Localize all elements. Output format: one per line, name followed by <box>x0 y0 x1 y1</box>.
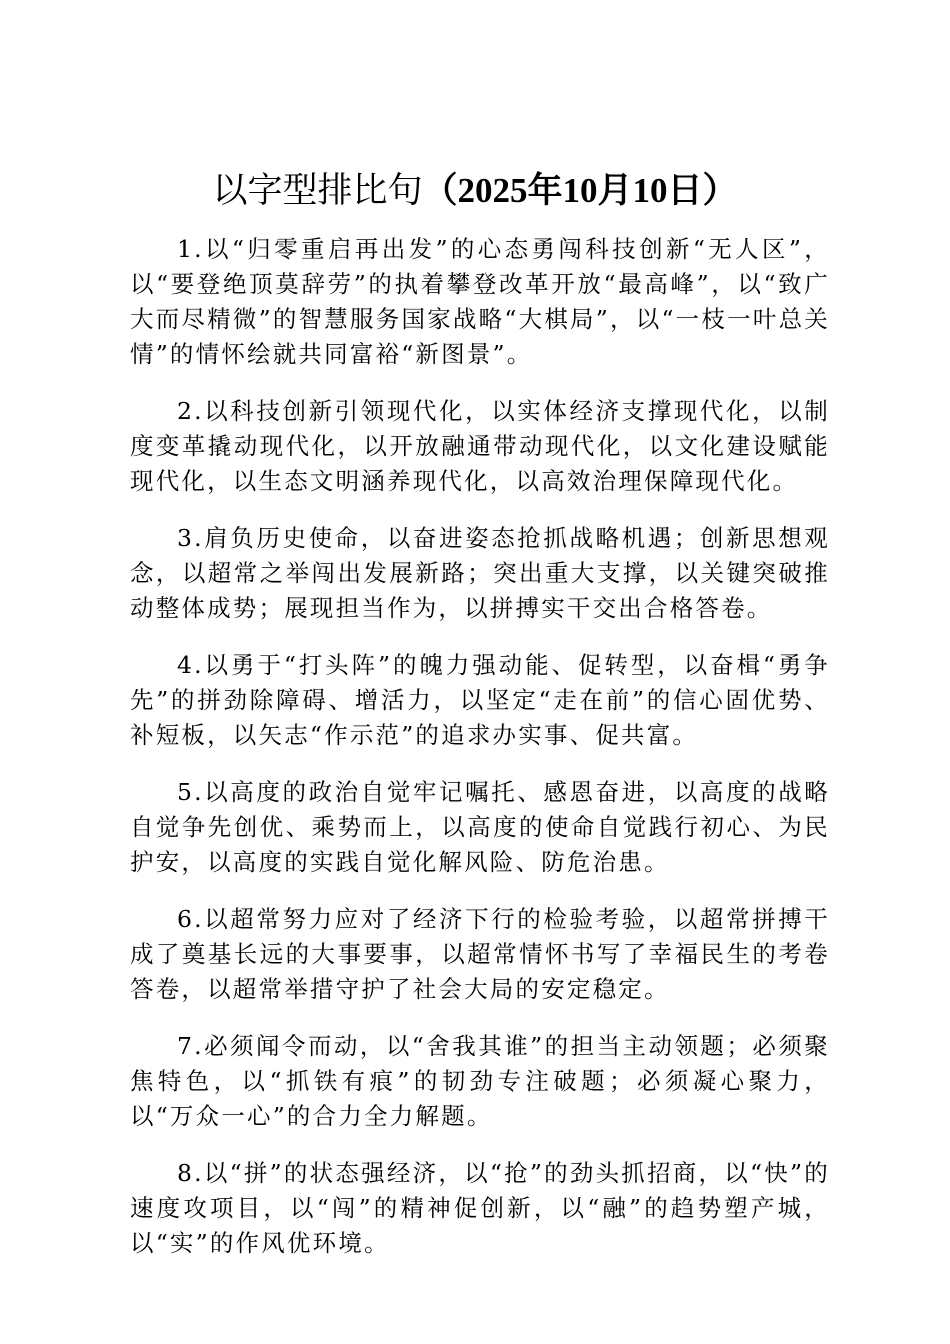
paragraph-3: 3.肩负历史使命，以奋进姿态抢抓战略机遇；创新思想观念，以超常之举闯出发展新路；突出重大支撑，以关键突破推动整体成势；展现担当作为，以拼搏实干交出合格答卷。 <box>130 524 830 622</box>
paragraph-1: 1.以“归零重启再出发”的心态勇闯科技创新“无人区”，以“要登绝顶莫辞劳”的执着攀登改革开放“最高峰”，以“致广大而尽精微”的智慧服务国家战略“大棋局”，以“一枝一叶总关情”的情怀绘就共同富裕“新图景”。 <box>130 235 830 368</box>
document-title <box>0 168 950 214</box>
paragraph-2: 2.以科技创新引领现代化，以实体经济支撑现代化，以制度变革撬动现代化，以开放融通带动现代化，以文化建设赋能现代化，以生态文明涵养现代化，以高效治理保障现代化。 <box>130 397 830 495</box>
title-date: （2025年10月10日） <box>422 171 738 210</box>
paragraph-5: 5.以高度的政治自觉牢记嘱托、感恩奋进，以高度的战略自觉争先创优、乘势而上，以高度的使命自觉践行初心、为民护安，以高度的实践自觉化解风险、防危治患。 <box>130 778 830 876</box>
paragraph-4: 4.以勇于“打头阵”的魄力强动能、促转型，以奋楫“勇争先”的拼劲除障碍、增活力，以坚定“走在前”的信心固优势、补短板，以矢志“作示范”的追求办实事、促共富。 <box>130 651 830 749</box>
title-main: 以字型排比句 <box>212 171 423 211</box>
paragraph-6: 6.以超常努力应对了经济下行的检验考验，以超常拼搏干成了奠基长远的大事要事，以超常情怀书写了幸福民生的考卷答卷，以超常举措守护了社会大局的安定稳定。 <box>130 905 830 1003</box>
document-body <box>130 232 830 1283</box>
paragraph-8: 8.以“拼”的状态强经济，以“抢”的劲头抓招商，以“快”的速度攻项目，以“闯”的精神促创新，以“融”的趋势塑产城，以“实”的作风优环境。 <box>130 1159 830 1257</box>
paragraph-7: 7.必须闻令而动，以“舍我其谁”的担当主动领题；必须聚焦特色，以“抓铁有痕”的韧劲专注破题；必须凝心聚力，以“万众一心”的合力全力解题。 <box>130 1032 830 1130</box>
